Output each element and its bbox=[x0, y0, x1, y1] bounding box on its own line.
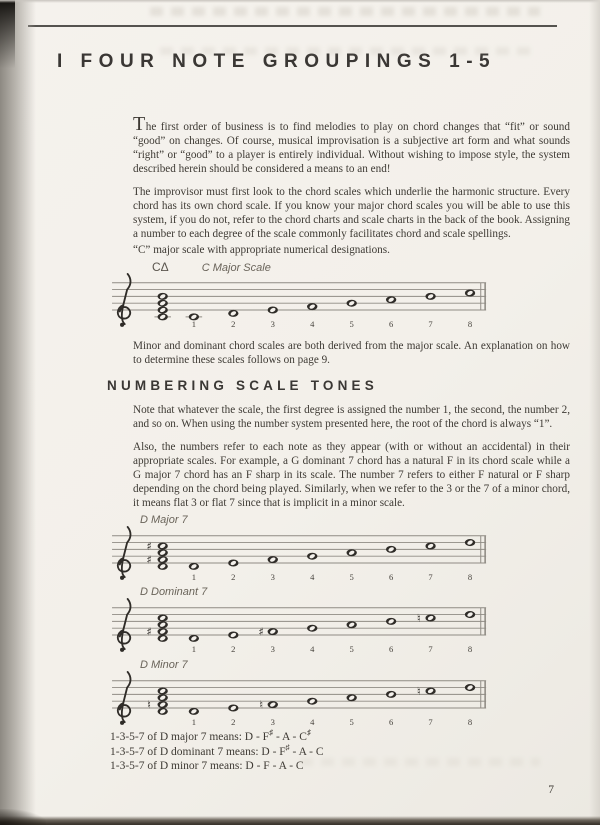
music-staff-notation bbox=[112, 273, 494, 330]
svg-text:6: 6 bbox=[388, 319, 394, 330]
bleed-through-text bbox=[150, 7, 540, 16]
numbering-paragraph-2: Also, the numbers refer to each note as they appear (with or without an accidental) in their appropriate scales. For example, a G dominant 7 chord has a natural F in its chord scale while a G major 7 chord has an F sharp in its scale. The number 7 refers to either F natural or F sharp depending on the chord being played. Similarly, when we refer to the 3 or the 7 of a minor chord, it means flat 3 or flat 7 since that is implicit in a minor scale. bbox=[133, 440, 570, 509]
section-heading: NUMBERING SCALE TONES bbox=[107, 377, 378, 393]
page-number: 7 bbox=[548, 784, 554, 796]
svg-text:4: 4 bbox=[310, 716, 315, 727]
chord-spelling-line: 1-3-5-7 of D minor 7 means: D - F - A - C bbox=[110, 760, 304, 772]
d-major-7-staff bbox=[112, 514, 494, 583]
svg-text:♯: ♯ bbox=[146, 625, 152, 639]
intro-paragraph-1-text: he first order of business is to find melodies to play on chord changes that “fit” or sound “good” on changes. Of course, musical improvisation is a subjective art form and what sounds “right” or “good” to a player is entirely individual. Without wishing to impose style, the system described herein should be considered a means to an end! bbox=[133, 121, 570, 175]
binding-corner-bottom-left bbox=[0, 809, 46, 825]
c-scale-caption: “C” major scale with appropriate numerical designations. bbox=[133, 244, 390, 256]
page-edge-bottom bbox=[0, 816, 600, 825]
staff-labels bbox=[112, 659, 494, 671]
intro-paragraph-2: The improvisor must first look to the chord scales which underlie the harmonic structure. Every chord has its own chord scale. If you know your major chord scales you will be able to use this system, if you do not, refer to the chord charts and scale charts in the back of the book. Assigning a number to each degree of the scale commonly facilitates chord and scale spellings. bbox=[133, 186, 570, 240]
svg-text:1: 1 bbox=[191, 716, 197, 727]
music-staff-notation bbox=[112, 598, 494, 655]
svg-text:8: 8 bbox=[467, 644, 473, 655]
svg-text:4: 4 bbox=[310, 644, 315, 655]
numbering-paragraph-1: Note that whatever the scale, the first degree is assigned the number 1, the second, the number 2, and so on. When using the number system presented here, the root of the chord is always “1”. bbox=[133, 403, 570, 430]
svg-text:6: 6 bbox=[388, 571, 394, 582]
svg-text:♯: ♯ bbox=[146, 539, 152, 553]
page-edge-top bbox=[0, 0, 600, 3]
svg-text:7: 7 bbox=[428, 716, 433, 727]
chord-spelling-line: 1-3-5-7 of D dominant 7 means: D - F♯ - A - C bbox=[110, 742, 324, 758]
staff-label: D Major 7 bbox=[140, 513, 188, 526]
svg-text:1: 1 bbox=[191, 571, 197, 582]
svg-text:1: 1 bbox=[191, 644, 197, 655]
svg-text:8: 8 bbox=[467, 571, 473, 582]
svg-text:8: 8 bbox=[467, 319, 473, 330]
staff-labels bbox=[112, 261, 494, 273]
svg-text:1: 1 bbox=[191, 319, 197, 330]
staff-labels bbox=[112, 514, 494, 526]
drop-cap: T bbox=[133, 113, 146, 135]
binding-corner-top-left bbox=[0, 0, 15, 72]
svg-text:7: 7 bbox=[428, 319, 433, 330]
svg-text:4: 4 bbox=[310, 319, 315, 330]
chord-spelling-lines bbox=[110, 730, 600, 774]
derived-scales-paragraph: Minor and dominant chord scales are both derived from the major scale. An explanation on how to determine these scales follows on page 9. bbox=[133, 339, 570, 366]
d-minor-7-staff bbox=[112, 659, 494, 728]
svg-text:4: 4 bbox=[310, 571, 315, 582]
svg-text:6: 6 bbox=[388, 644, 394, 655]
d-dominant-7-staff bbox=[112, 586, 494, 655]
svg-text:♮: ♮ bbox=[416, 611, 421, 625]
svg-text:7: 7 bbox=[428, 571, 433, 582]
staff-label: C Major Scale bbox=[201, 262, 271, 274]
svg-text:8: 8 bbox=[467, 716, 473, 727]
svg-text:♯: ♯ bbox=[258, 625, 264, 639]
page-title: I FOUR NOTE GROUPINGS 1-5 bbox=[57, 51, 497, 72]
svg-text:♮: ♮ bbox=[259, 698, 264, 712]
svg-text:6: 6 bbox=[388, 716, 394, 727]
svg-text:3: 3 bbox=[270, 644, 275, 655]
intro-paragraph-1 bbox=[133, 113, 570, 176]
c-major-scale-staff bbox=[112, 261, 494, 330]
svg-text:5: 5 bbox=[349, 571, 354, 582]
staff-label: D Minor 7 bbox=[140, 658, 188, 671]
binding-edge-left bbox=[0, 0, 36, 825]
svg-text:♮: ♮ bbox=[416, 684, 421, 698]
svg-text:2: 2 bbox=[231, 571, 236, 582]
svg-text:2: 2 bbox=[231, 319, 236, 330]
svg-text:5: 5 bbox=[349, 716, 354, 727]
chord-symbol: CΔ bbox=[152, 260, 169, 274]
svg-text:♯: ♯ bbox=[146, 553, 152, 567]
page-edge-right bbox=[589, 0, 600, 825]
svg-text:♮: ♮ bbox=[147, 698, 152, 712]
music-staff-notation bbox=[112, 526, 494, 583]
staff-labels bbox=[112, 586, 494, 598]
staff-label: D Dominant 7 bbox=[140, 586, 208, 598]
svg-text:2: 2 bbox=[231, 644, 236, 655]
svg-text:5: 5 bbox=[349, 319, 354, 330]
music-staff-notation bbox=[112, 671, 494, 728]
svg-text:3: 3 bbox=[270, 571, 275, 582]
svg-text:2: 2 bbox=[231, 716, 236, 727]
svg-text:7: 7 bbox=[428, 644, 433, 655]
svg-text:5: 5 bbox=[349, 644, 354, 655]
svg-text:3: 3 bbox=[270, 319, 275, 330]
header-rule bbox=[28, 25, 557, 27]
chord-spelling-line: 1-3-5-7 of D major 7 means: D - F♯ - A - C♯ bbox=[110, 728, 311, 743]
svg-text:3: 3 bbox=[270, 716, 275, 727]
